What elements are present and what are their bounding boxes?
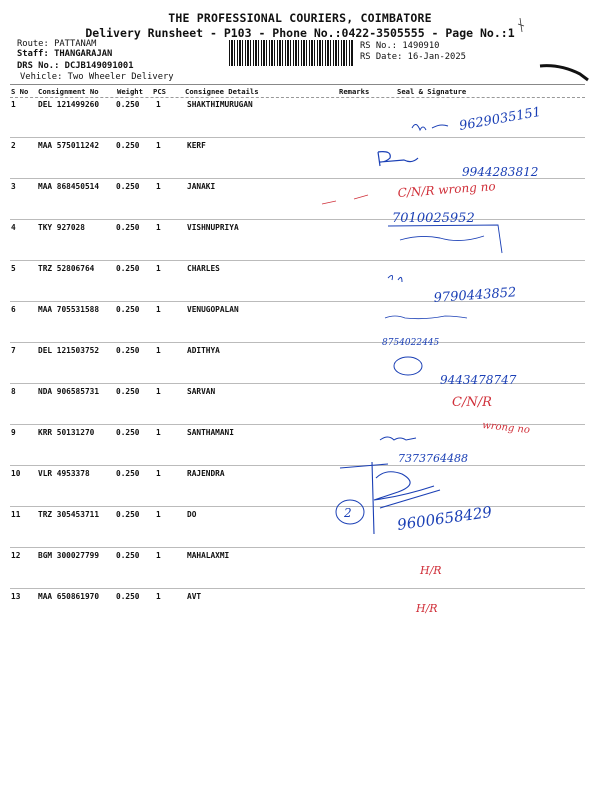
hw-remark-wrong-no: C/N/R wrong no (397, 179, 497, 200)
route-text: Route: PATTANAM (17, 39, 97, 49)
hw-remark-hr-2: H/R (416, 602, 438, 615)
row-consignment: DEL 121503752 (38, 346, 100, 355)
row-consignment: TRZ 305453711 (38, 510, 100, 519)
document-title: THE PROFESSIONAL COURIERS, COIMBATORE (168, 11, 432, 25)
row-sno: 8 (11, 387, 16, 396)
row-pcs: 1 (156, 592, 161, 601)
row-sno: 5 (11, 264, 16, 273)
table-row (0, 510, 600, 550)
row-sno: 12 (11, 551, 21, 560)
row-separator (10, 383, 585, 384)
row-separator (10, 137, 585, 138)
row-weight: 0.250 (116, 264, 140, 273)
staff-value: THANGARAJAN (54, 49, 113, 59)
hw-phone-9: 7373764488 (398, 452, 468, 465)
table-row (0, 428, 600, 468)
row-consignment: MAA 705531588 (38, 305, 100, 314)
row-consignment: MAA 868450514 (38, 182, 100, 191)
hw-remark-cnr: C/N/R (452, 395, 492, 410)
table-row (0, 182, 600, 222)
row-consignee: AVT (187, 592, 202, 601)
table-row (0, 100, 600, 140)
row-sno: 3 (11, 182, 16, 191)
table-row (0, 223, 600, 263)
row-separator (10, 465, 585, 466)
staff-label: Staff: (17, 49, 49, 59)
row-separator (10, 342, 585, 343)
row-consignment: NDA 906585731 (38, 387, 100, 396)
row-consignee: SHAKTHIMURUGAN (187, 100, 253, 109)
col-consignee: Consignee Details (185, 87, 259, 96)
row-pcs: 1 (156, 469, 161, 478)
row-consignment: KRR 50131270 (38, 428, 95, 437)
row-pcs: 1 (156, 510, 161, 519)
hw-phone-7: 9443478747 (440, 373, 517, 387)
row-separator (10, 588, 585, 589)
row-consignment: TKY 927028 (38, 223, 85, 232)
row-consignment: DEL 121499260 (38, 100, 100, 109)
hw-phone-5: 9790443852 (433, 285, 517, 306)
row-pcs: 1 (156, 264, 161, 273)
drs-label: DRS No.: (17, 61, 60, 71)
row-weight: 0.250 (116, 592, 140, 601)
row-pcs: 1 (156, 141, 161, 150)
row-weight: 0.250 (116, 100, 140, 109)
row-weight: 0.250 (116, 510, 140, 519)
row-consignee: SARVAN (187, 387, 216, 396)
row-separator (10, 547, 585, 548)
row-sno: 9 (11, 428, 16, 437)
row-weight: 0.250 (116, 223, 140, 232)
row-consignee: RAJENDRA (187, 469, 225, 478)
hw-remark-hr-1: H/R (420, 564, 442, 577)
row-consignee: SANTHAMANI (187, 428, 234, 437)
row-pcs: 1 (156, 387, 161, 396)
table-row (0, 264, 600, 304)
row-sno: 10 (11, 469, 21, 478)
col-sno: S No (11, 87, 29, 96)
row-sno: 2 (11, 141, 16, 150)
row-weight: 0.250 (116, 182, 140, 191)
row-consignee: CHARLES (187, 264, 220, 273)
header-rule-bottom (10, 97, 585, 98)
row-pcs: 1 (156, 100, 161, 109)
hw-phone-2: 9944283812 (462, 165, 539, 179)
row-pcs: 1 (156, 551, 161, 560)
table-row (0, 551, 600, 591)
row-consignment: VLR 4953378 (38, 469, 90, 478)
drs-value: DCJB149091001 (64, 61, 134, 71)
row-consignee: KERF (187, 141, 206, 150)
row-weight: 0.250 (116, 551, 140, 560)
row-consignee: DO (187, 510, 197, 519)
rs-number: RS No.: 1490910 (360, 41, 440, 51)
row-pcs: 1 (156, 182, 161, 191)
row-pcs: 1 (156, 346, 161, 355)
hw-phone-1: 9629035151 (458, 104, 543, 134)
vehicle-text: Vehicle: Two Wheeler Delivery (20, 72, 174, 82)
hw-circled-number: 2 (344, 506, 352, 520)
row-pcs: 1 (156, 428, 161, 437)
row-weight: 0.250 (116, 305, 140, 314)
row-sno: 1 (11, 100, 16, 109)
col-weight: Weight (117, 87, 143, 96)
row-sno: 13 (11, 592, 21, 601)
row-separator (10, 506, 585, 507)
table-row (0, 346, 600, 386)
document-subtitle: Delivery Runsheet - P103 - Phone No.:0422-3505555 - Page No.:1 (85, 26, 515, 40)
row-separator (10, 301, 585, 302)
hw-remark-wrong-no-2: wrong no (481, 420, 531, 436)
row-consignee: MAHALAXMI (187, 551, 230, 560)
drs-line (17, 61, 134, 71)
staff-line (17, 49, 112, 59)
col-consignment: Consignment No (38, 87, 99, 96)
rs-date: RS Date: 16-Jan-2025 (360, 52, 466, 62)
row-separator (10, 260, 585, 261)
row-weight: 0.250 (116, 428, 140, 437)
header-rule-top (10, 84, 585, 85)
row-consignment: MAA 575011242 (38, 141, 100, 150)
row-separator (10, 178, 585, 179)
col-remarks: Remarks (339, 87, 370, 96)
row-consignee: VISHNUPRIYA (187, 223, 239, 232)
table-row (0, 305, 600, 345)
row-consignee: ADITHYA (187, 346, 220, 355)
hw-phone-6: 8754022445 (382, 338, 440, 348)
row-sno: 4 (11, 223, 16, 232)
table-row (0, 141, 600, 181)
row-consignee: VENUGOPALAN (187, 305, 239, 314)
barcode (229, 40, 354, 66)
row-sno: 6 (11, 305, 16, 314)
row-separator (10, 219, 585, 220)
row-weight: 0.250 (116, 346, 140, 355)
row-weight: 0.250 (116, 469, 140, 478)
col-pcs: PCS (153, 87, 166, 96)
row-separator (10, 424, 585, 425)
table-row (0, 387, 600, 427)
row-weight: 0.250 (116, 141, 140, 150)
row-consignment: BGM 300027799 (38, 551, 100, 560)
row-consignee: JANAKI (187, 182, 216, 191)
row-consignment: MAA 650861970 (38, 592, 100, 601)
row-weight: 0.250 (116, 387, 140, 396)
row-sno: 11 (11, 510, 21, 519)
row-sno: 7 (11, 346, 16, 355)
row-pcs: 1 (156, 223, 161, 232)
row-consignment: TRZ 52806764 (38, 264, 95, 273)
table-row (0, 592, 600, 632)
row-pcs: 1 (156, 305, 161, 314)
table-row (0, 469, 600, 509)
col-seal-signature: Seal & Signature (397, 87, 467, 96)
hw-phone-3: 7010025952 (392, 211, 475, 226)
hw-phone-11: 9600658429 (396, 502, 494, 534)
